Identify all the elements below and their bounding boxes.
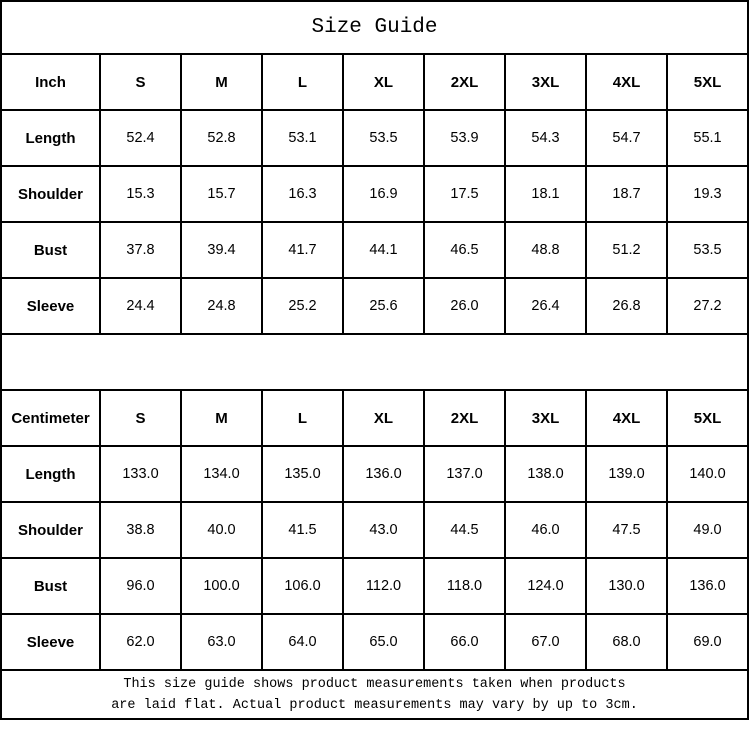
measurement-row xyxy=(1,558,748,614)
measurement-value-cell: 40.0 xyxy=(181,502,262,558)
measurement-value-cell: 49.0 xyxy=(667,502,748,558)
measurement-value-cell: 52.8 xyxy=(181,110,262,166)
size-header-cell: M xyxy=(181,54,262,110)
size-header-cell: S xyxy=(100,54,181,110)
measurement-value-cell: 44.5 xyxy=(424,502,505,558)
measurement-label-cell: Sleeve xyxy=(1,614,100,670)
size-header-cell: 2XL xyxy=(424,390,505,446)
measurement-value-cell: 124.0 xyxy=(505,558,586,614)
measurement-value-cell: 25.6 xyxy=(343,278,424,334)
measurement-value-cell: 134.0 xyxy=(181,446,262,502)
measurement-value-cell: 54.3 xyxy=(505,110,586,166)
measurement-value-cell: 140.0 xyxy=(667,446,748,502)
size-header-cell: M xyxy=(181,390,262,446)
size-header-cell: 3XL xyxy=(505,390,586,446)
measurement-value-cell: 26.8 xyxy=(586,278,667,334)
measurement-value-cell: 15.7 xyxy=(181,166,262,222)
measurement-value-cell: 39.4 xyxy=(181,222,262,278)
measurement-value-cell: 68.0 xyxy=(586,614,667,670)
size-header-row xyxy=(1,54,748,110)
footer-line-1: This size guide shows product measurements taken when products xyxy=(123,676,626,692)
measurement-value-cell: 138.0 xyxy=(505,446,586,502)
measurement-label-cell: Bust xyxy=(1,558,100,614)
measurement-value-cell: 67.0 xyxy=(505,614,586,670)
title-row xyxy=(1,1,748,54)
unit-label-cell: Centimeter xyxy=(1,390,100,446)
inch-table-body xyxy=(1,54,748,334)
measurement-value-cell: 27.2 xyxy=(667,278,748,334)
spacer-cell xyxy=(1,334,748,390)
measurement-value-cell: 46.0 xyxy=(505,502,586,558)
measurement-value-cell: 18.1 xyxy=(505,166,586,222)
spacer-section xyxy=(1,334,748,390)
size-header-cell: L xyxy=(262,54,343,110)
measurement-value-cell: 66.0 xyxy=(424,614,505,670)
measurement-value-cell: 43.0 xyxy=(343,502,424,558)
size-header-cell: 5XL xyxy=(667,390,748,446)
measurement-value-cell: 100.0 xyxy=(181,558,262,614)
size-header-cell: 4XL xyxy=(586,54,667,110)
measurement-value-cell: 137.0 xyxy=(424,446,505,502)
measurement-row xyxy=(1,222,748,278)
measurement-row xyxy=(1,502,748,558)
measurement-value-cell: 44.1 xyxy=(343,222,424,278)
size-header-cell: L xyxy=(262,390,343,446)
measurement-value-cell: 64.0 xyxy=(262,614,343,670)
measurement-value-cell: 17.5 xyxy=(424,166,505,222)
footer-section xyxy=(1,670,748,719)
spacer-row xyxy=(1,334,748,390)
measurement-value-cell: 133.0 xyxy=(100,446,181,502)
footer-note xyxy=(1,670,748,719)
measurement-value-cell: 69.0 xyxy=(667,614,748,670)
measurement-label-cell: Length xyxy=(1,446,100,502)
unit-label-cell: Inch xyxy=(1,54,100,110)
footer-row xyxy=(1,670,748,719)
size-header-cell: 2XL xyxy=(424,54,505,110)
page-title: Size Guide xyxy=(1,1,748,54)
measurement-label-cell: Shoulder xyxy=(1,502,100,558)
footer-line-2: are laid flat. Actual product measurements may vary by up to 3cm. xyxy=(111,697,638,713)
measurement-value-cell: 96.0 xyxy=(100,558,181,614)
measurement-value-cell: 54.7 xyxy=(586,110,667,166)
measurement-value-cell: 46.5 xyxy=(424,222,505,278)
measurement-value-cell: 16.3 xyxy=(262,166,343,222)
measurement-value-cell: 19.3 xyxy=(667,166,748,222)
measurement-value-cell: 41.5 xyxy=(262,502,343,558)
measurement-value-cell: 52.4 xyxy=(100,110,181,166)
measurement-value-cell: 51.2 xyxy=(586,222,667,278)
measurement-value-cell: 16.9 xyxy=(343,166,424,222)
measurement-row xyxy=(1,614,748,670)
measurement-value-cell: 106.0 xyxy=(262,558,343,614)
size-header-cell: 4XL xyxy=(586,390,667,446)
measurement-value-cell: 53.5 xyxy=(343,110,424,166)
measurement-value-cell: 139.0 xyxy=(586,446,667,502)
size-header-cell: 5XL xyxy=(667,54,748,110)
measurement-value-cell: 18.7 xyxy=(586,166,667,222)
centimeter-table-body xyxy=(1,390,748,670)
measurement-value-cell: 26.4 xyxy=(505,278,586,334)
size-header-cell: XL xyxy=(343,54,424,110)
measurement-value-cell: 112.0 xyxy=(343,558,424,614)
measurement-value-cell: 136.0 xyxy=(667,558,748,614)
measurement-value-cell: 24.4 xyxy=(100,278,181,334)
measurement-label-cell: Sleeve xyxy=(1,278,100,334)
measurement-value-cell: 55.1 xyxy=(667,110,748,166)
measurement-label-cell: Length xyxy=(1,110,100,166)
measurement-value-cell: 37.8 xyxy=(100,222,181,278)
measurement-value-cell: 63.0 xyxy=(181,614,262,670)
title-section xyxy=(1,1,748,54)
measurement-value-cell: 26.0 xyxy=(424,278,505,334)
size-header-cell: S xyxy=(100,390,181,446)
measurement-row xyxy=(1,166,748,222)
measurement-value-cell: 53.1 xyxy=(262,110,343,166)
measurement-value-cell: 15.3 xyxy=(100,166,181,222)
measurement-value-cell: 38.8 xyxy=(100,502,181,558)
measurement-row xyxy=(1,278,748,334)
measurement-row xyxy=(1,446,748,502)
measurement-value-cell: 47.5 xyxy=(586,502,667,558)
measurement-value-cell: 136.0 xyxy=(343,446,424,502)
size-header-cell: 3XL xyxy=(505,54,586,110)
size-header-cell: XL xyxy=(343,390,424,446)
measurement-value-cell: 53.9 xyxy=(424,110,505,166)
measurement-value-cell: 53.5 xyxy=(667,222,748,278)
measurement-value-cell: 41.7 xyxy=(262,222,343,278)
measurement-value-cell: 62.0 xyxy=(100,614,181,670)
measurement-value-cell: 24.8 xyxy=(181,278,262,334)
measurement-value-cell: 25.2 xyxy=(262,278,343,334)
measurement-label-cell: Bust xyxy=(1,222,100,278)
measurement-value-cell: 135.0 xyxy=(262,446,343,502)
measurement-value-cell: 118.0 xyxy=(424,558,505,614)
measurement-value-cell: 130.0 xyxy=(586,558,667,614)
measurement-label-cell: Shoulder xyxy=(1,166,100,222)
measurement-value-cell: 65.0 xyxy=(343,614,424,670)
size-header-row xyxy=(1,390,748,446)
measurement-row xyxy=(1,110,748,166)
measurement-value-cell: 48.8 xyxy=(505,222,586,278)
